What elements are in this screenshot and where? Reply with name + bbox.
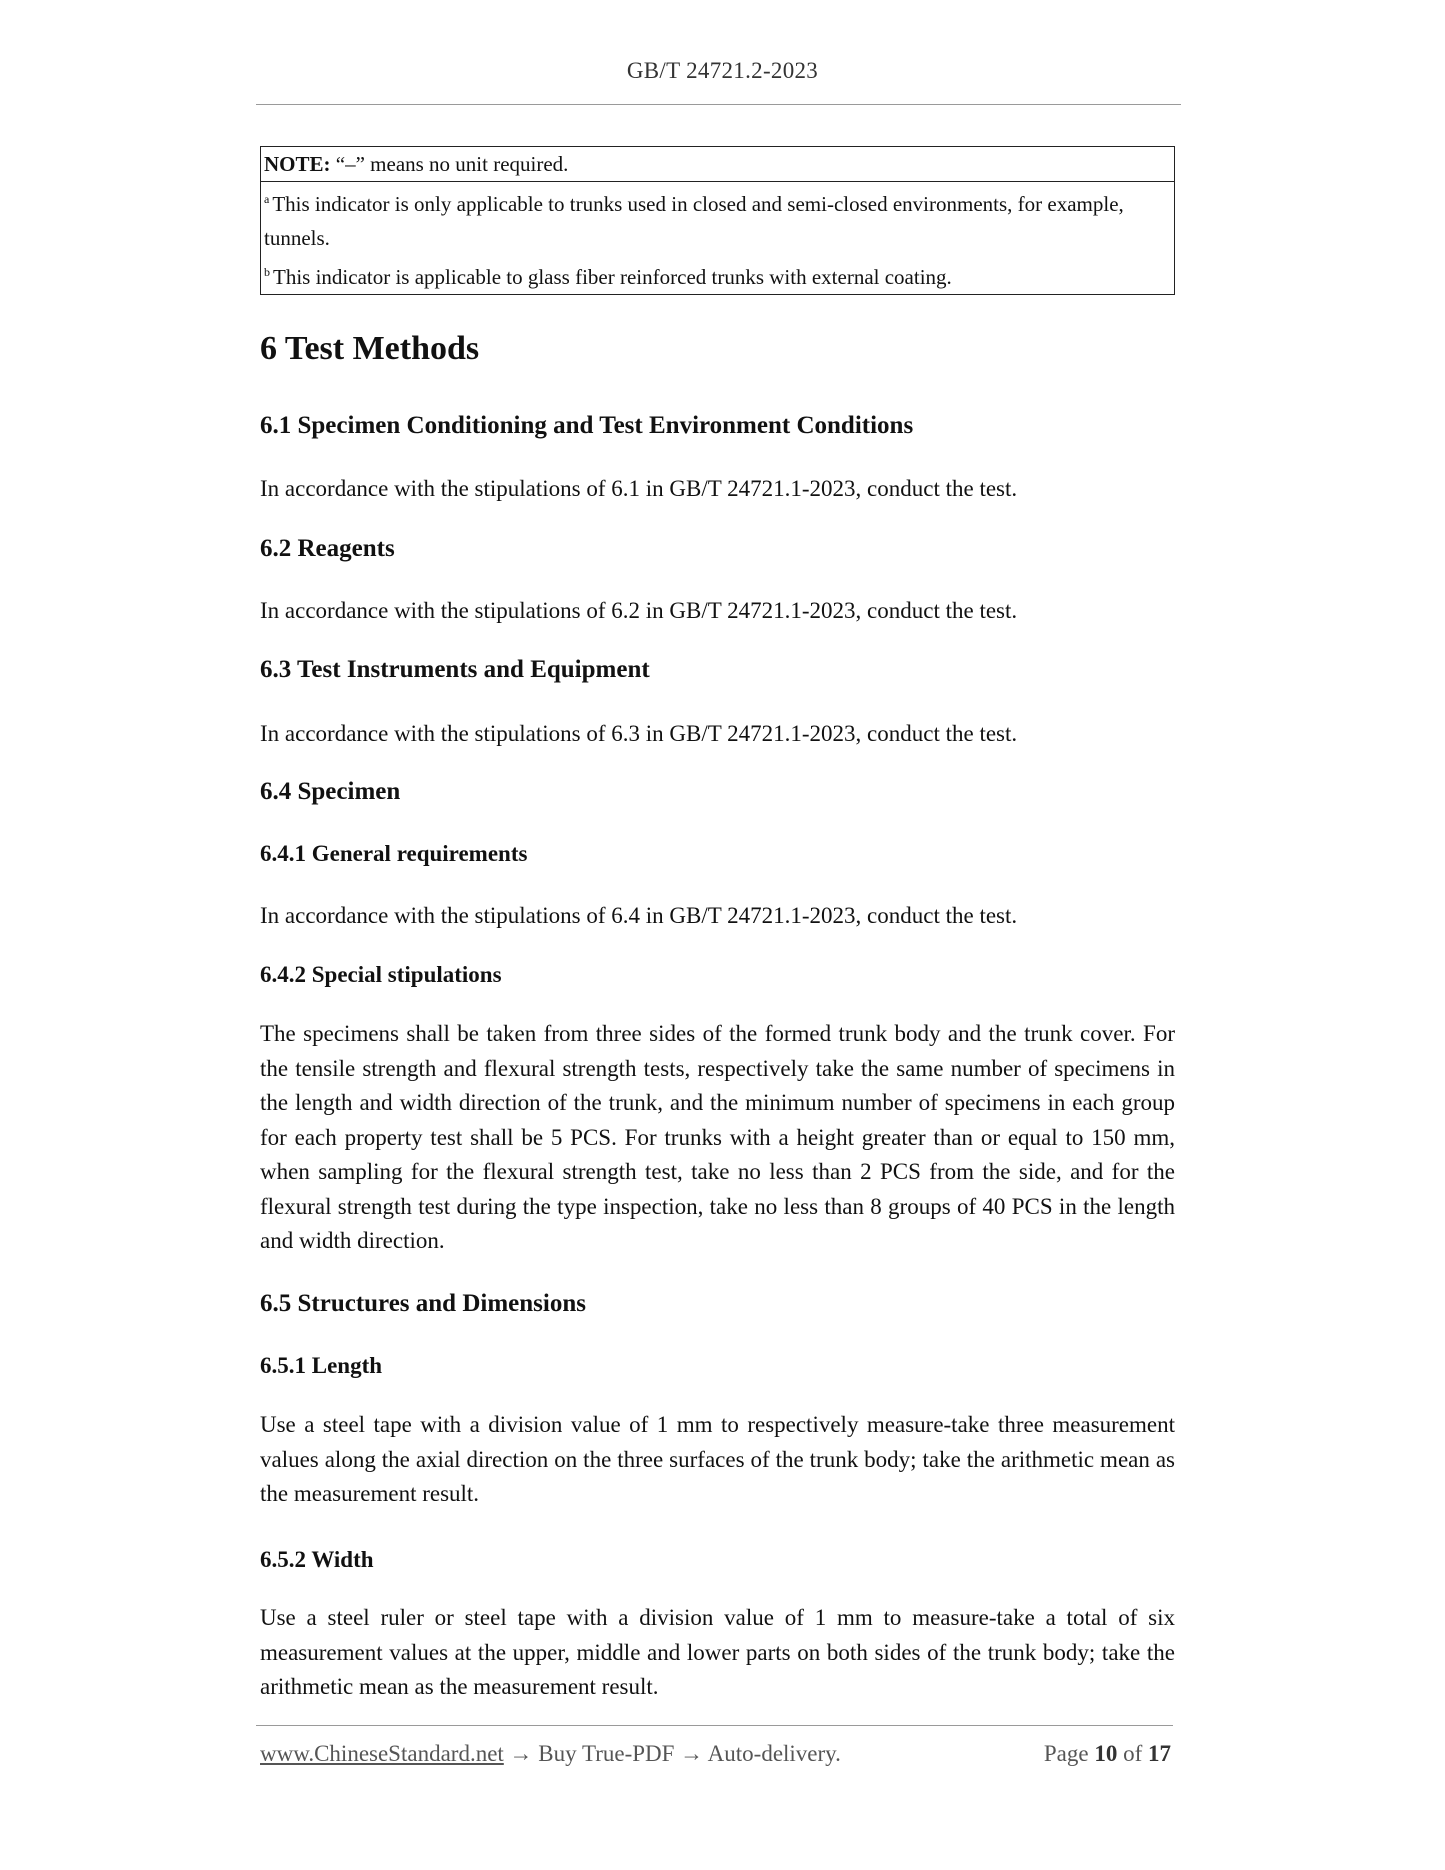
section-6-5-1-title: 6.5.1 Length xyxy=(260,1353,383,1378)
note-text: “–” means no unit required. xyxy=(330,152,569,176)
footer-promo xyxy=(260,1741,841,1767)
footnote-a-mark: a xyxy=(264,192,270,206)
site-link[interactable]: www.ChineseStandard.net xyxy=(260,1741,504,1766)
footnote-b-mark: b xyxy=(264,265,270,279)
section-6-4-1-title: 6.4.1 General requirements xyxy=(260,841,528,866)
section-6-1-text: In accordance with the stipulations of 6.1 in GB/T 24721.1-2023, conduct the test. xyxy=(260,476,1018,501)
section-6-4-2-title: 6.4.2 Special stipulations xyxy=(260,962,502,987)
section-6-5-2-text: Use a steel ruler or steel tape with a division value of 1 mm to measure-take a total of six measurement values at the upper, middle and lower parts on both sides of the trunk body; take the arithmetic mean as the measurement result. xyxy=(260,1605,1175,1699)
document-id-header: GB/T 24721.2-2023 xyxy=(626,58,819,83)
section-6-1-title: 6.1 Specimen Conditioning and Test Environment Conditions xyxy=(260,412,914,439)
page-number xyxy=(1044,1741,1171,1767)
section-6-5-2-title: 6.5.2 Width xyxy=(260,1547,374,1572)
note-table xyxy=(260,146,1175,295)
section-6-title: 6 Test Methods xyxy=(260,330,480,367)
section-6-5-1-text: Use a steel tape with a division value of 1 mm to respectively measure-take three measurement values along the axial direction on the three surfaces of the trunk body; take the arithmetic mean as the measurement result. xyxy=(260,1412,1175,1506)
of-word: of xyxy=(1123,1741,1143,1766)
footnote-a-text: This indicator is only applicable to trunks used in closed and semi-closed environments, for example, tunnels. xyxy=(264,192,1124,250)
page-current: 10 xyxy=(1094,1741,1118,1766)
page-total: 17 xyxy=(1148,1741,1171,1766)
note-row xyxy=(261,147,1174,182)
footnote-b-text: This indicator is applicable to glass fiber reinforced trunks with external coating. xyxy=(273,265,952,289)
section-6-4-title: 6.4 Specimen xyxy=(260,778,401,805)
section-6-2-text: In accordance with the stipulations of 6.2 in GB/T 24721.1-2023, conduct the test. xyxy=(260,598,1018,623)
section-6-4-1-text: In accordance with the stipulations of 6.4 in GB/T 24721.1-2023, conduct the test. xyxy=(260,903,1018,928)
footnote-a xyxy=(261,182,1174,255)
footnote-b xyxy=(261,255,1174,294)
section-6-4-2-text: The specimens shall be taken from three sides of the formed trunk body and the trunk cover. For the tensile strength and flexural strength tests, respectively take the same number of specimens in the length and width direction of the trunk, and the minimum number of specimens in each group for each property test shall be 5 PCS. For trunks with a height greater than or equal to 150 mm, when sampling for the flexural strength test, take no less than 2 PCS from the side, and for the flexural strength test during the type inspection, take no less than 8 groups of 40 PCS in the length and width direction. xyxy=(260,1021,1175,1253)
section-6-3-text: In accordance with the stipulations of 6.3 in GB/T 24721.1-2023, conduct the test. xyxy=(260,721,1018,746)
section-6-2-title: 6.2 Reagents xyxy=(260,535,395,562)
header-divider xyxy=(256,104,1181,105)
note-label: NOTE: xyxy=(264,152,331,176)
footer-divider xyxy=(256,1725,1173,1726)
promo-text: → Buy True-PDF → Auto-delivery. xyxy=(503,1741,841,1766)
section-6-3-title: 6.3 Test Instruments and Equipment xyxy=(260,656,650,683)
section-6-5-title: 6.5 Structures and Dimensions xyxy=(260,1290,586,1317)
page-word: Page xyxy=(1043,1741,1089,1766)
